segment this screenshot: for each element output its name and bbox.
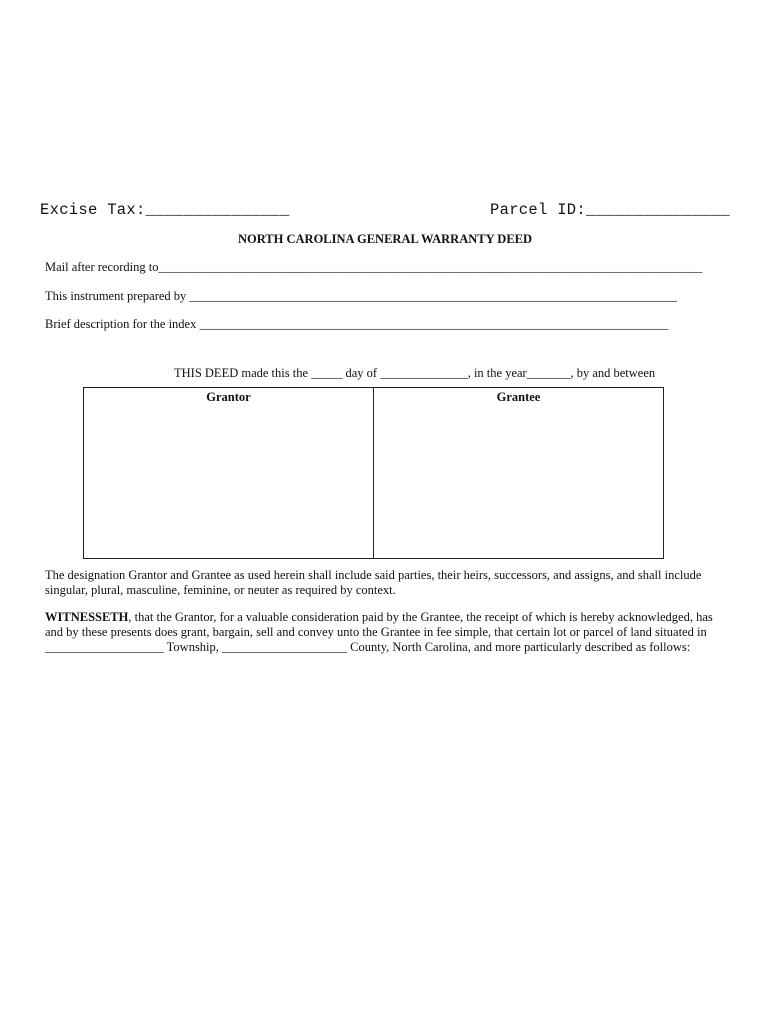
parcel-id-field: Parcel ID:_______________ bbox=[490, 201, 731, 219]
excise-tax-field: Excise Tax:_______________ bbox=[40, 201, 290, 219]
grantee-heading: Grantee bbox=[496, 390, 541, 404]
grantor-cell bbox=[84, 388, 373, 558]
parties-table bbox=[83, 387, 664, 559]
deed-date-line: THIS DEED made this the _____ day of ______________, in the year_______, by and between bbox=[174, 366, 656, 380]
brief-description-field: Brief description for the index ___________________________________________________________________________ bbox=[45, 317, 669, 331]
document-title: NORTH CAROLINA GENERAL WARRANTY DEED bbox=[237, 232, 533, 246]
grantee-cell bbox=[373, 388, 663, 558]
witnesseth-paragraph bbox=[45, 610, 725, 655]
mail-after-recording-field: Mail after recording to_______________________________________________________________________________________ bbox=[45, 260, 703, 274]
prepared-by-field: This instrument prepared by ______________________________________________________________________________ bbox=[45, 289, 677, 303]
witnesseth-label: WITNESSETH bbox=[45, 610, 129, 624]
grantor-heading: Grantor bbox=[206, 390, 251, 404]
witnesseth-text: , that the Grantor, for a valuable consideration paid by the Grantee, the receipt of which is hereby acknowledged, has and by these presents does grant, bargain, sell and convey unto the Grantee in fee simple, that certain lot or parcel of land situated in ___________________ Township, ____________________ County, North Carolina, and more particularly described as follows: bbox=[45, 610, 713, 654]
designation-paragraph: The designation Grantor and Grantee as used herein shall include said parties, their heirs, successors, and assigns, and shall include singular, plural, masculine, feminine, or neuter as required by context. bbox=[45, 568, 702, 597]
